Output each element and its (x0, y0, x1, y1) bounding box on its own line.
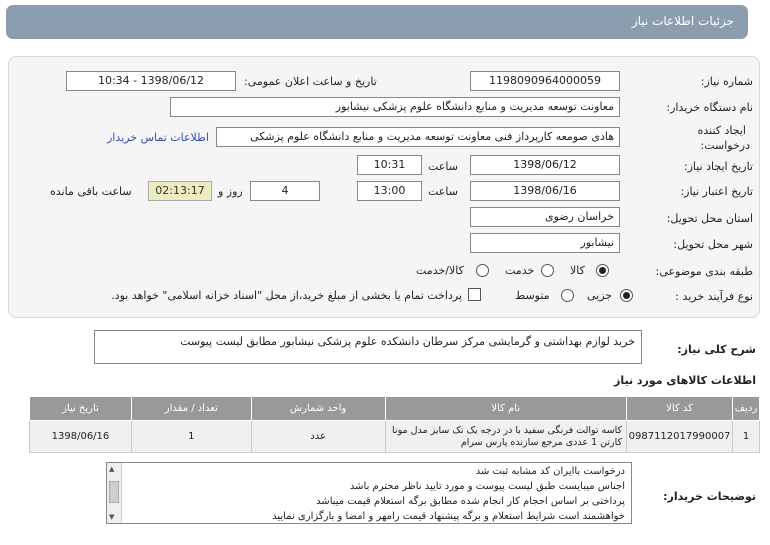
created-date-label: تاریخ ایجاد نیاز: (683, 160, 753, 173)
remaining-time-field: 02:13:17 (148, 181, 212, 201)
treasury-text: پرداخت تمام یا بخشی از مبلغ خرید،از محل "اسناد خزانه اسلامی" خواهد بود. (111, 289, 462, 302)
buyer-contact-link[interactable]: اطلاعات تماس خریدار (107, 131, 209, 144)
col-name: نام کالا (385, 397, 627, 421)
requester-label: ایجاد کننده (697, 124, 746, 137)
cell-name-line-1: کاسه توالت فرنگی سفید با در درجه یک تک سایز مدل مونا (392, 424, 623, 436)
notes-label: توضیحات خریدار: (663, 490, 756, 503)
purchase-radio-medium[interactable] (561, 289, 574, 302)
cell-qty: 1 (131, 421, 251, 453)
category-option-goods-service: کالا/خدمت (416, 264, 464, 277)
category-option-service: خدمت (505, 264, 535, 277)
announce-date-label: تاریخ و ساعت اعلان عمومی: (244, 75, 377, 88)
need-number-field[interactable]: 1198090964000059 (470, 71, 620, 91)
validity-date-field[interactable]: 1398/06/16 (470, 181, 620, 201)
cell-unit: عدد (251, 421, 385, 453)
note-line: پرداختی بر اساس احجام کار انجام شده مطابق برگه استعلام قیمت میباشد (316, 496, 625, 507)
province-label: استان محل تحویل: (666, 212, 753, 225)
col-qty: تعداد / مقدار (131, 397, 251, 421)
cell-date: 1398/06/16 (30, 421, 132, 453)
scroll-thumb[interactable] (109, 481, 119, 503)
cell-name-line-2: کارتن 1 عددی مرجع سازنده پارس سرام (460, 436, 623, 448)
category-radio-service[interactable] (541, 264, 554, 277)
goods-section-title: اطلاعات کالاهای مورد نیاز (614, 374, 756, 387)
purchase-option-medium: متوسط (515, 289, 550, 302)
purchase-radio-minor[interactable] (620, 289, 633, 302)
days-field[interactable]: 4 (250, 181, 320, 201)
col-code: کد کالا (627, 397, 733, 421)
purchase-type-label: نوع فرآیند خرید : (675, 290, 753, 303)
validity-date-label: تاریخ اعتبار نیاز: (680, 185, 753, 198)
province-field[interactable]: خراسان رضوی (470, 207, 620, 227)
treasury-checkbox[interactable] (468, 288, 481, 301)
col-date: تاریخ نیاز (30, 397, 132, 421)
days-label: روز و (218, 185, 243, 198)
requester-label-2: درخواست: (700, 139, 750, 152)
description-label: شرح کلی نیاز: (677, 343, 756, 356)
created-time-field[interactable]: 10:31 (357, 155, 422, 175)
col-unit: واحد شمارش (251, 397, 385, 421)
cell-name (385, 421, 627, 453)
remaining-label: ساعت باقی مانده (50, 185, 132, 198)
buyer-org-label: نام دستگاه خریدار: (666, 101, 753, 114)
goods-table-header (30, 397, 760, 421)
category-radio-goods[interactable] (596, 264, 609, 277)
notes-textarea[interactable] (106, 462, 632, 524)
city-field[interactable]: نیشابور (470, 233, 620, 253)
need-number-label: شماره نیاز: (700, 75, 753, 88)
category-option-goods: کالا (570, 264, 585, 277)
category-radio-goods-service[interactable] (476, 264, 489, 277)
col-row: ردیف (733, 397, 760, 421)
description-field[interactable]: خرید لوازم بهداشتی و گرمایشی مرکز سرطان دانشکده علوم پزشکی نیشابور مطابق لیست پیوست (94, 330, 642, 364)
validity-time-label: ساعت (428, 185, 458, 198)
note-line: خواهشمند است شرایط استعلام و برگه پیشنهاد قیمت رامهر و امضا و بارگزاری نمایید (272, 511, 625, 522)
announce-date-field[interactable]: 1398/06/12 - 10:34 (66, 71, 236, 91)
page-title: جزئیات اطلاعات نیاز (6, 5, 748, 39)
goods-table (29, 396, 760, 453)
category-label: طبقه بندی موضوعی: (655, 265, 753, 278)
created-date-field[interactable]: 1398/06/12 (470, 155, 620, 175)
scroll-up-icon[interactable]: ▲ (109, 465, 115, 473)
notes-scrollbar[interactable] (107, 463, 122, 523)
created-time-label: ساعت (428, 160, 458, 173)
note-line: درخواست باایران کد مشابه ثبت شد (475, 466, 625, 477)
note-line: اجناس میبایست طبق لیست پیوست و مورد تایید ناظر محترم باشد (349, 481, 625, 492)
buyer-org-field[interactable]: معاونت توسعه مدیریت و منابع دانشگاه علوم پزشکی نیشابور (170, 97, 620, 117)
validity-time-field[interactable]: 13:00 (357, 181, 422, 201)
scroll-down-icon[interactable]: ▼ (109, 513, 115, 521)
city-label: شهر محل تحویل: (673, 238, 753, 251)
cell-code: 0987112017990007 (627, 421, 733, 453)
table-row[interactable] (30, 421, 760, 453)
cell-row: 1 (733, 421, 760, 453)
requester-field[interactable]: هادی صومعه کارپرداز فنی معاونت توسعه مدیریت و منابع دانشگاه علوم پزشکی (216, 127, 620, 147)
purchase-option-minor: جزیی (587, 289, 613, 302)
